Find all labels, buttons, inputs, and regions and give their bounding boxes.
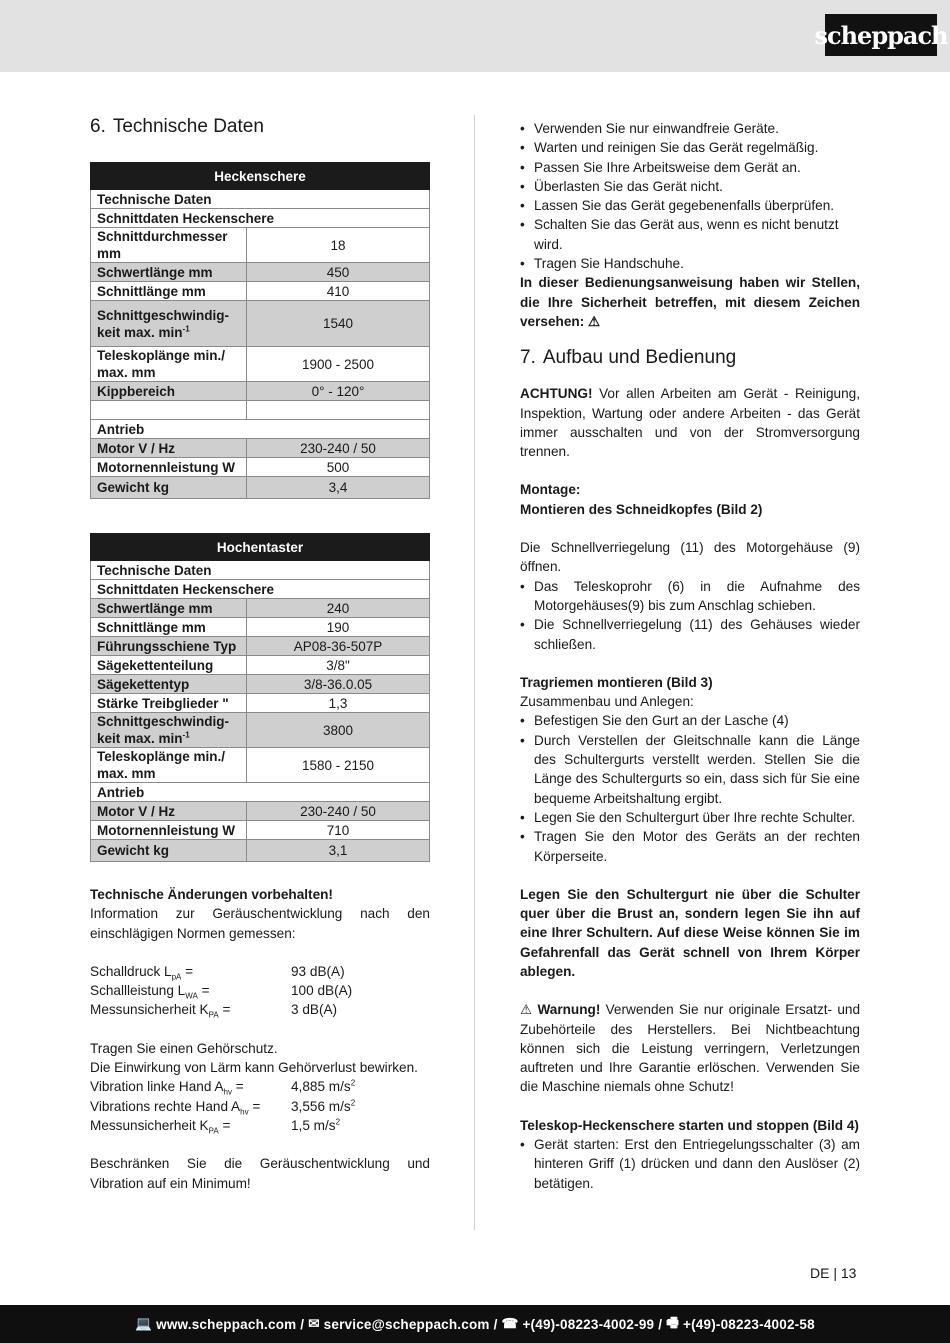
warnung-paragraph: ⚠ Warnung! Verwenden Sie nur originale Ersatzt- und Zubehörteile des Herstellers. Bei Nichtbeachtung können sich die Leistung verringern, Verletzungen auftreten und Ihre Garantie erlöschen. Verwenden Sie die Maschine niemals ohne Schutz! <box>520 1002 861 1095</box>
vibration-row: Messunsicherheit $K_{PA}$ = 1,5 $m/s^2$ <box>90 1117 341 1136</box>
tragriemen-bullets <box>520 711 860 865</box>
table-row: Schnittlänge mm 190 <box>91 618 430 637</box>
page-number: DE | 13 <box>810 1265 857 1281</box>
vibration-values <box>90 1077 430 1135</box>
table-cell: Schnittdaten Heckenschere <box>91 209 430 228</box>
table-row: Motor V / Hz 230-240 / 50 <box>91 802 430 821</box>
list-item: • Überlasten Sie das Gerät nicht. <box>520 177 860 196</box>
table-row <box>91 401 430 420</box>
computer-icon: 💻 <box>135 1316 153 1331</box>
noise-row: Messunsicherheit $K_{PA}$ = 3 dB(A) <box>90 1002 338 1021</box>
table-title: Hochentaster <box>91 534 430 561</box>
table-cell: Technische Daten <box>91 190 430 209</box>
list-item: • Gerät starten: Erst den Entriegelungsschalter (3) am hinteren Griff (1) drücken und dann den Auslöser (2) betätigen. <box>520 1135 860 1193</box>
list-item: • Tragen Sie Handschuhe. <box>520 254 860 273</box>
noise-info: Information zur Geräuschentwicklung nach den einschlägigen Normen gemessen: <box>90 906 430 941</box>
limit-note: Beschränken Sie die Geräuschentwicklung und Vibration auf ein Minimum! <box>90 1156 430 1191</box>
section-6-heading: 6. Technische Daten <box>90 116 264 137</box>
changes-note: Technische Änderungen vorbehalten! <box>90 887 333 902</box>
hearing-loss-note: Die Einwirkung von Lärm kann Gehörverlust bewirken. <box>90 1060 418 1076</box>
noise-values <box>90 962 430 1020</box>
hearing-protection: Tragen Sie einen Gehörschutz. <box>90 1040 278 1056</box>
list-item: • Schalten Sie das Gerät aus, wenn es nicht benutzt wird. <box>520 215 860 254</box>
montage-bullets <box>520 577 860 654</box>
warning-triangle-icon: ⚠ <box>520 1002 533 1018</box>
safety-note: In dieser Bedienungsanweisung haben wir Stellen, die Ihre Sicherheit betreffen, mit diesem Zeichen versehen: ⚠ <box>520 273 860 331</box>
table-row: Teleskoplänge min./ max. mm 1900 - 2500 <box>91 347 430 382</box>
list-item: • Lassen Sie das Gerät gegebenenfalls überprüfen. <box>520 196 860 215</box>
list-item: • Das Teleskoprohr (6) in die Aufnahme des Motorgehäuses(9) bis zum Anschlag schieben. <box>520 577 860 616</box>
list-item: • Warten und reinigen Sie das Gerät regelmäßig. <box>520 138 860 157</box>
table-cell: Antrieb <box>91 783 430 802</box>
table-row: Sägekettentyp 3/8-36.0.05 <box>91 675 430 694</box>
mail-icon: ✉ <box>308 1316 320 1331</box>
noise-row: Schallleistung $L_{WA}$ = 100 dB(A) <box>90 983 353 1001</box>
list-item: • Befestigen Sie den Gurt an der Lasche (4) <box>520 711 860 730</box>
list-item: • Tragen Sie den Motor des Geräts an der rechten Körperseite. <box>520 827 860 866</box>
spec-table-heckenschere <box>90 162 430 499</box>
tragriemen-title: Tragriemen montieren (Bild 3) <box>520 674 713 690</box>
table-row: Führungsschiene Typ AP08-36-507P <box>91 637 430 656</box>
header-bar <box>0 0 950 72</box>
table-row: Motornennleistung W 710 <box>91 821 430 840</box>
section-7-heading: 7. Aufbau und Bedienung <box>520 347 737 369</box>
vibration-row: Vibrations rechte Hand $A_{hv}$ = 3,556 $m/s^2$ <box>90 1098 356 1117</box>
table-row: Schnittgeschwindig-keit max. $\min^{-1}$ 3800 <box>91 713 430 748</box>
spec-table-hochentaster <box>90 533 430 862</box>
table-cell: Antrieb <box>91 420 430 439</box>
list-item: • Die Schnellverriegelung (11) des Gehäuses wieder schließen. <box>520 615 860 654</box>
start-title: Teleskop-Heckenschere starten und stoppen (Bild 4) <box>520 1117 859 1133</box>
table-row: Teleskoplänge min./ max. mm 1580 - 2150 <box>91 748 430 783</box>
list-item: • Passen Sie Ihre Arbeitsweise dem Gerät an. <box>520 158 860 177</box>
table-row: Sägekettenteilung 3/8" <box>91 656 430 675</box>
table-row: Schnittlänge mm 410 <box>91 282 430 301</box>
table-row: Kippbereich 0° - 120° <box>91 382 430 401</box>
montage-text: Die Schnellverriegelung (11) des Motorgehäuse (9) öffnen. <box>520 540 860 575</box>
table-row: Motor V / Hz 230-240 / 50 <box>91 439 430 458</box>
footer-fax: +(49)-08223-4002-58 <box>683 1316 815 1332</box>
table-cell: Technische Daten <box>91 561 430 580</box>
table-row: Gewicht kg 3,1 <box>91 840 430 862</box>
table-row: Schnittgeschwindig-keit max. $\min^{-1}$ 1540 <box>91 301 430 347</box>
column-divider <box>474 115 475 1230</box>
table-row: Gewicht kg 3,4 <box>91 477 430 499</box>
table-row: Motornennleistung W 500 <box>91 458 430 477</box>
right-column <box>520 119 860 1193</box>
list-item: • Verwenden Sie nur einwandfreie Geräte. <box>520 119 860 138</box>
shoulder-warning: Legen Sie den Schultergurt nie über die Schulter quer über die Brust an, sondern legen Sie ihn auf eine Ihrer Schultern. Auf diese Weise können Sie im Gefahrenfall das Gerät schnell von Ihrem Körper ablegen. <box>520 886 860 979</box>
phone-icon: ☎ <box>501 1316 519 1331</box>
table-row: Schwertlänge mm 240 <box>91 599 430 618</box>
left-column <box>90 115 430 1193</box>
table-row: Stärke Treibglieder " 1,3 <box>91 694 430 713</box>
montage-subtitle: Montieren des Schneidkopfes (Bild 2) <box>520 501 763 517</box>
vibration-row: Vibration linke Hand $A_{hv}$ = 4,885 $m/s^2$ <box>90 1078 356 1098</box>
start-bullets <box>520 1135 860 1193</box>
table-title: Heckenschere <box>91 163 430 190</box>
noise-row: Schalldruck $L_{pA}$ = 93 dB(A) <box>90 963 345 982</box>
warning-triangle-icon: ⚠ <box>588 313 601 329</box>
footer-bar: 💻 www.scheppach.com / ✉ service@scheppach.com / ☎ +(49)-08223-4002-99 / 🖷 +(49)-08223-4002-58 <box>0 1305 950 1343</box>
list-item: • Legen Sie den Schultergurt über Ihre rechte Schulter. <box>520 808 860 827</box>
achtung-paragraph: ACHTUNG! Vor allen Arbeiten am Gerät - Reinigung, Inspektion, Wartung oder andere Arbeiten - das Gerät immer ausschalten und von der Stromversorgung trennen. <box>520 386 860 460</box>
safety-bullets <box>520 119 860 273</box>
table-row: Schwertlänge mm 450 <box>91 263 430 282</box>
list-item: • Durch Verstellen der Gleitschnalle kann die Länge des Schultergurts verstellt werden. Stellen Sie die Länge des Schultergurts so ein, dass sich für Sie eine bequeme Arbeitshaltung ergibt. <box>520 731 860 808</box>
tragriemen-subtitle: Zusammenbau und Anlegen: <box>520 694 694 710</box>
montage-title: Montage: <box>520 482 581 498</box>
table-row: Schnittdurchmesser mm 18 <box>91 228 430 263</box>
footer-web[interactable]: www.scheppach.com <box>156 1316 297 1332</box>
table-cell: Schnittdaten Heckenschere <box>91 580 430 599</box>
brand-logo: scheppach <box>825 14 937 56</box>
fax-icon: 🖷 <box>666 1314 680 1330</box>
footer-phone[interactable]: +(49)-08223-4002-99 <box>522 1316 655 1332</box>
footer-email[interactable]: service@scheppach.com <box>323 1316 490 1332</box>
